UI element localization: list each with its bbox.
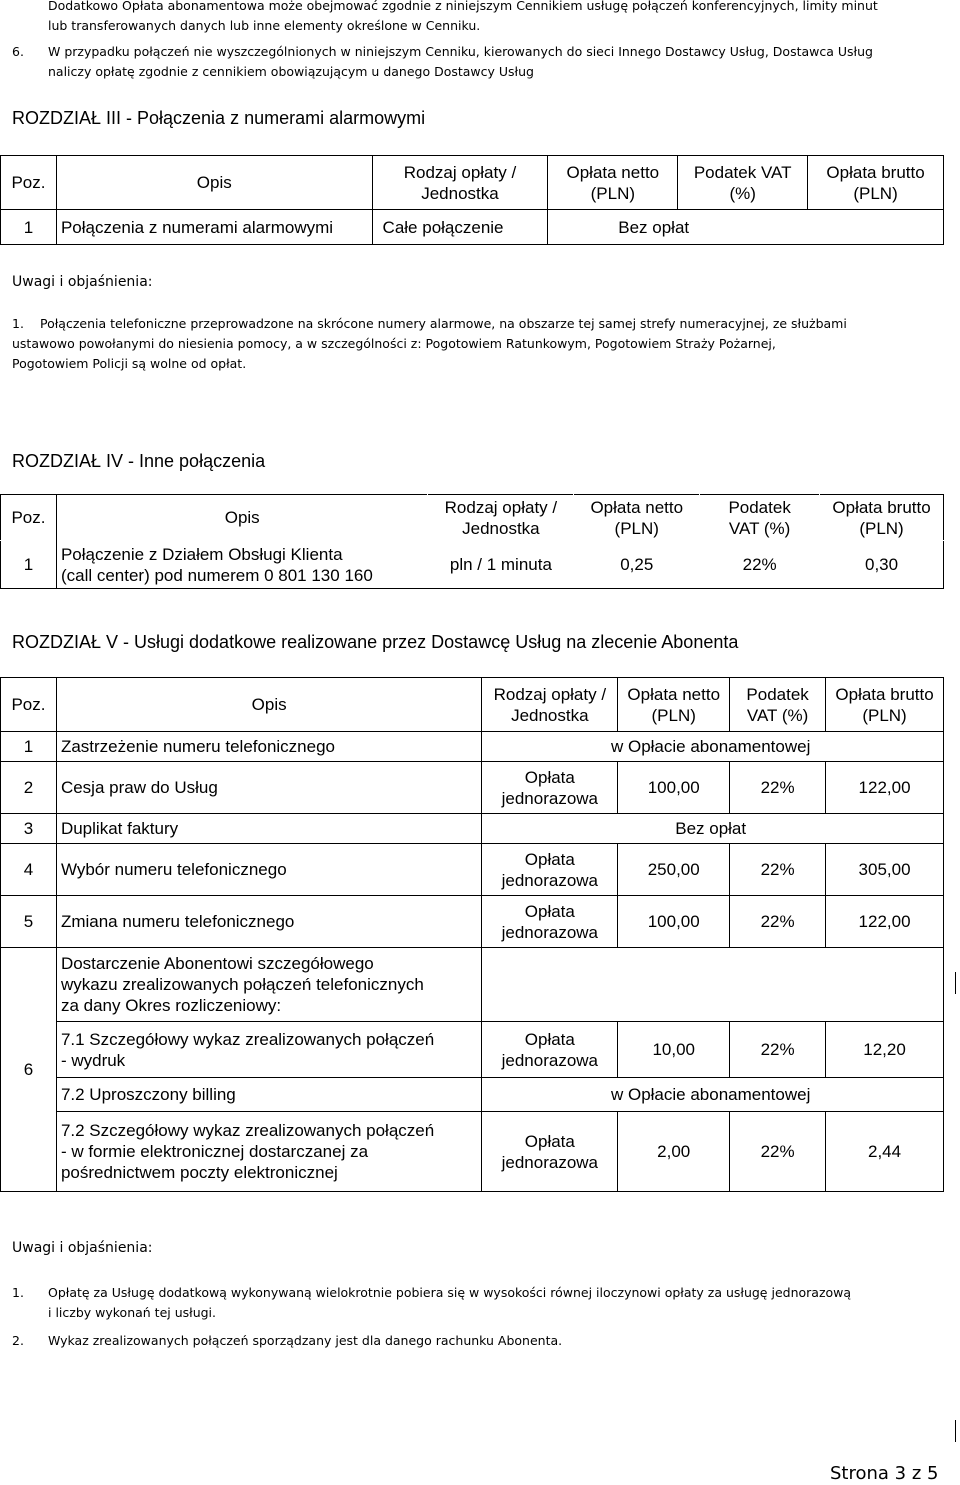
cell-opis: Połączenia z numerami alarmowymi — [56, 210, 372, 245]
margin-mark — [955, 1420, 956, 1442]
chapter-3-notes-title: Uwagi i objaśnienia: — [12, 274, 153, 290]
cell-rodzaj: Opłata jednorazowa — [482, 1112, 618, 1192]
cell-rodzaj: Opłata jednorazowa — [482, 896, 618, 948]
paragraph-6-line-2: naliczy opłatę zgodnie z cennikiem obowiązującym u danego Dostawcy Usług — [48, 64, 534, 79]
table-row — [1, 732, 944, 762]
chapter-3-note-1 — [12, 314, 938, 374]
cell-opis: Zastrzeżenie numeru telefonicznego — [56, 732, 481, 762]
cell-merged-value: Bez opłat — [548, 210, 944, 245]
cell-netto: 250,00 — [618, 844, 730, 896]
header-opis: Opis — [56, 495, 428, 541]
cell-vat: 22% — [730, 844, 826, 896]
cell-brutto: 305,00 — [826, 844, 944, 896]
table-row — [1, 541, 944, 589]
table-row — [1, 1112, 944, 1192]
chapter-5-note-2 — [12, 1331, 938, 1351]
header-vat: Podatek VAT (%) — [730, 678, 826, 732]
header-rodzaj: Rodzaj opłaty / Jednostka — [372, 156, 548, 210]
table-row — [1, 844, 944, 896]
paragraph-6-line-1: W przypadku połączeń nie wyszczególnionych w niniejszym Cenniku, kierowanych do sieci Innego Dostawcy Usług, Dostawca Usług — [48, 44, 873, 59]
cell-opis: Wybór numeru telefonicznego — [56, 844, 481, 896]
cell-opis: 7.2 Szczegółowy wykaz zrealizowanych połączeń - w formie elektronicznej dostarczanej za pośrednictwem poczty elektronicznej — [56, 1112, 481, 1192]
note-number: 1. — [12, 1285, 24, 1300]
table-row — [1, 1022, 944, 1078]
cell-merged-value: w Opłacie abonamentowej — [482, 1078, 944, 1112]
cell-opis: 7.2 Uproszczony billing — [56, 1078, 481, 1112]
chapter-4-header-row — [1, 495, 944, 541]
note-line: i liczby wykonań tej usługi. — [48, 1305, 216, 1320]
note-line: Pogotowiem Policji są wolne od opłat. — [12, 356, 247, 371]
header-poz: Poz. — [1, 156, 57, 210]
cell-rodzaj: Całe połączenie — [372, 210, 548, 245]
header-netto: Opłata netto (PLN) — [548, 156, 678, 210]
cell-opis: Dostarczenie Abonentowi szczegółowego wykazu zrealizowanych połączeń telefonicznych za dany Okres rozliczeniowy: — [56, 948, 481, 1022]
paragraph-5 — [48, 0, 940, 36]
header-poz: Poz. — [1, 678, 57, 732]
cell-poz: 1 — [1, 541, 57, 589]
cell-poz: 1 — [1, 732, 57, 762]
column-divider — [56, 494, 57, 588]
header-netto: Opłata netto (PLN) — [574, 495, 700, 541]
header-rodzaj: Rodzaj opłaty / Jednostka — [428, 495, 574, 541]
chapter-3-title: ROZDZIAŁ III - Połączenia z numerami alarmowymi — [12, 108, 426, 128]
cell-brutto: 122,00 — [826, 762, 944, 814]
cell-vat: 22% — [730, 896, 826, 948]
cell-netto: 100,00 — [618, 762, 730, 814]
note-number: 2. — [12, 1333, 24, 1348]
note-number: 1. — [12, 316, 24, 331]
chapter-3-table — [0, 155, 944, 245]
cell-opis: Połączenie z Działem Obsługi Klienta (call center) pod numerem 0 801 130 160 — [56, 541, 428, 589]
header-vat: Podatek VAT (%) — [700, 495, 820, 541]
cell-netto: 100,00 — [618, 896, 730, 948]
cell-merged-value: Bez opłat — [482, 814, 944, 844]
header-opis: Opis — [56, 156, 372, 210]
cell-opis: Zmiana numeru telefonicznego — [56, 896, 481, 948]
cell-rodzaj: Opłata jednorazowa — [482, 844, 618, 896]
header-brutto: Opłata brutto (PLN) — [820, 495, 944, 541]
note-line: ustawowo powołanymi do niesienia pomocy, a w szczególności z: Pogotowiem Ratunkowym, Pogotowiem Straży Pożarnej, — [12, 336, 776, 351]
cell-opis: Duplikat faktury — [56, 814, 481, 844]
header-opis: Opis — [56, 678, 481, 732]
chapter-4-title: ROZDZIAŁ IV - Inne połączenia — [12, 451, 266, 471]
cell-brutto: 122,00 — [826, 896, 944, 948]
page-number: Strona 3 z 5 — [830, 1463, 939, 1484]
cell-netto: 0,25 — [574, 541, 700, 589]
header-rodzaj: Rodzaj opłaty / Jednostka — [482, 678, 618, 732]
cell-poz: 3 — [1, 814, 57, 844]
chapter-5-notes-title: Uwagi i objaśnienia: — [12, 1240, 153, 1256]
table-row — [1, 814, 944, 844]
note-line: Opłatę za Usługę dodatkową wykonywaną wielokrotnie pobiera się w wysokości równej iloczynowi opłaty za usługę jednorazową — [48, 1285, 852, 1300]
cell-rodzaj: Opłata jednorazowa — [482, 1022, 618, 1078]
cell-poz: 4 — [1, 844, 57, 896]
table-row — [1, 762, 944, 814]
cell-vat: 22% — [700, 541, 820, 589]
cell-vat: 22% — [730, 1112, 826, 1192]
cell-poz: 2 — [1, 762, 57, 814]
chapter-3-header-row — [1, 156, 944, 210]
chapter-5-title: ROZDZIAŁ V - Usługi dodatkowe realizowane przez Dostawcę Usług na zlecenie Abonenta — [12, 632, 739, 652]
chapter-5-table — [0, 677, 944, 1192]
cell-empty — [482, 948, 944, 1022]
table-row — [1, 896, 944, 948]
cell-rodzaj: Opłata jednorazowa — [482, 762, 618, 814]
chapter-5-note-1 — [12, 1283, 938, 1323]
cell-poz: 6 — [1, 948, 57, 1192]
header-brutto: Opłata brutto (PLN) — [808, 156, 944, 210]
chapter-5-header-row — [1, 678, 944, 732]
cell-netto: 10,00 — [618, 1022, 730, 1078]
cell-brutto: 2,44 — [826, 1112, 944, 1192]
chapter-4-table — [0, 494, 944, 589]
table-row — [1, 1078, 944, 1112]
cell-poz: 5 — [1, 896, 57, 948]
header-poz: Poz. — [1, 495, 57, 541]
paragraph-6 — [12, 42, 940, 82]
cell-brutto: 0,30 — [820, 541, 944, 589]
note-line: Wykaz zrealizowanych połączeń sporządzany jest dla danego rachunku Abonenta. — [48, 1333, 563, 1348]
margin-mark — [955, 972, 956, 994]
cell-brutto: 12,20 — [826, 1022, 944, 1078]
header-vat: Podatek VAT (%) — [678, 156, 808, 210]
cell-rodzaj: pln / 1 minuta — [428, 541, 574, 589]
cell-vat: 22% — [730, 1022, 826, 1078]
cell-vat: 22% — [730, 762, 826, 814]
paragraph-5-line-1: Dodatkowo Opłata abonamentowa może obejmować zgodnie z niniejszym Cennikiem usługę połączeń konferencyjnych, limity minut — [48, 0, 878, 13]
cell-poz: 1 — [1, 210, 57, 245]
note-line: Połączenia telefoniczne przeprowadzone na skrócone numery alarmowe, na obszarze tej samej strefy numeracyjnej, ze służbami — [40, 316, 847, 331]
paragraph-6-number: 6. — [12, 44, 24, 59]
header-netto: Opłata netto (PLN) — [618, 678, 730, 732]
table-row — [1, 948, 944, 1022]
table-row — [1, 210, 944, 245]
cell-opis: 7.1 Szczegółowy wykaz zrealizowanych połączeń - wydruk — [56, 1022, 481, 1078]
cell-merged-value: w Opłacie abonamentowej — [482, 732, 944, 762]
cell-netto: 2,00 — [618, 1112, 730, 1192]
header-brutto: Opłata brutto (PLN) — [826, 678, 944, 732]
paragraph-5-line-2: lub transferowanych danych lub inne elementy określone w Cenniku. — [48, 18, 481, 33]
cell-opis: Cesja praw do Usług — [56, 762, 481, 814]
